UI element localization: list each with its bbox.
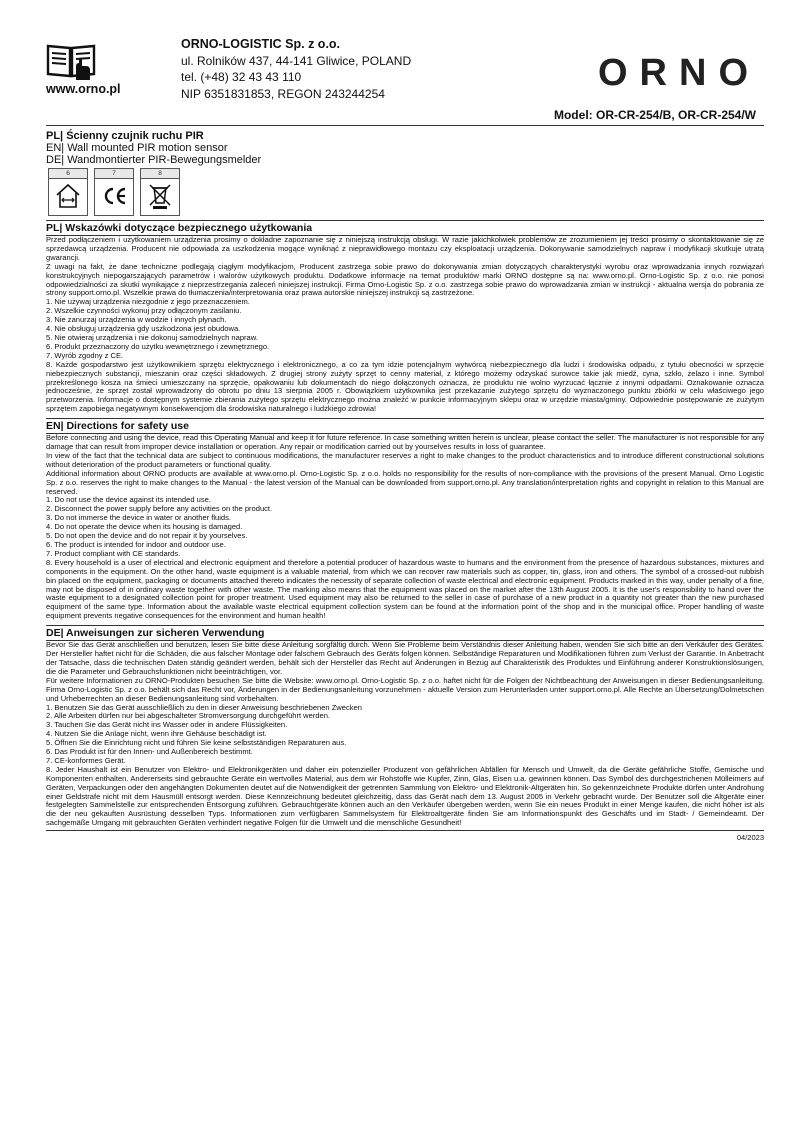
product-titles bbox=[46, 130, 764, 166]
section-body-en bbox=[46, 434, 764, 621]
paragraph: Z uwagi na fakt, że dane techniczne podlegają ciągłym modyfikacjom, Producent zastrzega sobie prawo do dokonywania zmian dotyczących charakterystyki wyrobu oraz wprowadzania innych rozwiązań konstrukcyjnych niepogarszających parametrów i walorów użytkowych produktu. Dodatkowe informacje na temat produktów marki ORNO dostępne są na: www.orno.pl. Orno-Logistic Sp. z o.o. nie ponosi odpowiedzialności za skutki wynikające z nieprzestrzegania zaleceń niniejszej instrukcji. Firma Orno-Logistic Sp. z o.o. zastrzega sobie prawo do wprowadzania zmian w instrukcji - aktualna wersja do pobrania ze strony support.orno.pl. Wszelkie prawa do tłumaczenia/interpretowania oraz prawa autorskie niniejszej instrukcji są zastrzeżone. bbox=[46, 261, 764, 298]
icon-number: 6 bbox=[49, 169, 87, 179]
section-heading-en: EN| Directions for safety use bbox=[46, 418, 764, 434]
list-item: 2. Wszelkie czynności wykonuj przy odłączonym zasilaniu. bbox=[46, 306, 242, 316]
brand-logo: ORNO bbox=[598, 52, 760, 94]
certification-icons bbox=[48, 168, 764, 216]
list-item: 7. Wyrób zgodny z CE. bbox=[46, 350, 124, 360]
section-body-pl bbox=[46, 236, 764, 414]
list-item: 3. Do not immerse the device in water or another fluids. bbox=[46, 513, 231, 523]
list-item: 4. Do not operate the device when its housing is damaged. bbox=[46, 522, 243, 532]
divider bbox=[46, 830, 764, 831]
paragraph: Additional information about ORNO products are available at www.orno.pl. Orno-Logistic Sp. z o.o. holds no responsibility for the results of non-compliance with the provisions of the present Manual. Orno Logistic Sp. z o.o. reserves the right to make changes to the Manual - the latest version of the Manual can be downloaded from support.orno.pl. Any translation/interpretation rights and copyright in relation to this Manual are reserved. bbox=[46, 468, 764, 496]
company-registration: NIP 6351831853, REGON 243244254 bbox=[181, 86, 385, 101]
paragraph: Before connecting and using the device, read this Operating Manual and keep it for future reference. In case something written herein is unclear, please contact the seller. The manufacturer is not responsible for any damage that can result from improper device installation or operation. Any repair or modification carried out by yourselves results in loss of guarantee. bbox=[46, 433, 764, 452]
icon-card-indoor-outdoor bbox=[48, 168, 88, 216]
crossed-bin-icon bbox=[145, 181, 175, 211]
icon-card-ce bbox=[94, 168, 134, 216]
list-item: 6. Das Produkt ist für den Innen- und Außenbereich bestimmt. bbox=[46, 747, 253, 757]
list-item: 1. Do not use the device against its intended use. bbox=[46, 495, 211, 505]
company-phone: tel. (+48) 32 43 43 110 bbox=[181, 70, 302, 84]
section-heading-de: DE| Anweisungen zur sicheren Verwendung bbox=[46, 625, 764, 641]
list-item: 1. Nie używaj urządzenia niezgodnie z jego przeznaczeniem. bbox=[46, 297, 250, 307]
list-item: 3. Tauchen Sie das Gerät nicht ins Wasser oder in andere Flüssigkeiten. bbox=[46, 720, 288, 730]
paragraph: Przed podłączeniem i użytkowaniem urządzenia prosimy o dokładne zapoznanie się z niniejszą instrukcją obsługi. W razie jakichkolwiek problemów ze zrozumieniem jej treści prosimy o skontaktowanie się ze sprzedawcą urządzenia. Producent nie odpowiada za uszkodzenia mogące wyniknąć z nieprawidłowego montażu czy eksploatacji urządzenia. Dokonywanie samodzielnych napraw i modyfikacji skutkuje utratą gwarancji. bbox=[46, 235, 764, 262]
list-item: 4. Nie obsługuj urządzenia gdy uszkodzona jest obudowa. bbox=[46, 324, 241, 334]
header bbox=[46, 36, 764, 102]
icon-number: 7 bbox=[95, 169, 133, 179]
icon-number: 8 bbox=[141, 169, 179, 179]
indoor-outdoor-icon bbox=[53, 181, 83, 211]
list-item: 1. Benutzen Sie das Gerät ausschließlich zu den in dieser Anweisung beschriebenen Zwecken bbox=[46, 702, 362, 712]
paragraph: In view of the fact that the technical data are subject to continuous modifications, the manufacturer reserves a right to make changes to the product characteristics and to introduce different constructional solutions without deterioration of the product parameters or functional quality. bbox=[46, 450, 764, 469]
company-address: ul. Rolników 437, 44-141 Gliwice, POLAND bbox=[181, 53, 412, 68]
company-info bbox=[181, 36, 411, 102]
section-body-de bbox=[46, 641, 764, 828]
section-heading-pl: PL| Wskazówki dotyczące bezpiecznego użytkowania bbox=[46, 220, 764, 236]
title-en: EN| Wall mounted PIR motion sensor bbox=[46, 142, 228, 154]
list-item: 8. Każde gospodarstwo jest użytkownikiem sprzętu elektrycznego i elektronicznego, a co za tym idzie potencjalnym wytwórcą niebezpiecznego dla ludzi i środowiska odpadu, z tytułu obecności w sprzęcie niebezpiecznych substancji, mieszanin oraz części składowych. Z drugiej strony zużyty sprzęt to cenny materiał, z którego możemy odzyskać surowce takie jak miedź, cyna, szkło, żelazo i inne. Symbol przekreślonego kosza na śmieci umieszczany na sprzęcie, opakowaniu lub dokumentach do niego dołączonych oznacza, że produktu nie wolno wyrzucać łącznie z innymi odpadami. Oznakowanie oznacza jednocześnie, że sprzęt został wprowadzony do obrotu po dniu 13 sierpnia 2005 r. Obowiązkiem użytkownika jest przekazanie zużytego sprzętu do wyznaczonego punktu zbiórki w celu właściwego jego przetworzenia. Informacje o dostępnym systemie zbierania zużytego sprzętu elektrycznego można znaleźć w punkcie informacyjnym sklepu oraz w urzędzie miasta/gminy. Odpowiednie postępowanie ze zużytym sprzętem zapobiega negatywnym konsekwencjom dla środowiska naturalnego i ludzkiego zdrowia! bbox=[46, 359, 764, 414]
company-name: ORNO-LOGISTIC Sp. z o.o. bbox=[181, 37, 341, 51]
list-item: 2. Alle Arbeiten dürfen nur bei abgeschalteter Stromversorgung durchgeführt werden. bbox=[46, 711, 331, 721]
list-item: 8. Jeder Haushalt ist ein Benutzer von Elektro- und Elektronikgeräten und daher ein potenzieller Produzent von gefährlichen Abfällen für Mensch und Umwelt, da die Geräte gefährliche Stoffe, Gemische und Komponenten enthalten. Andererseits sind gebrauchte Geräte ein wertvolles Material, aus dem wir Rohstoffe wie Kupfer, Zinn, Glas, Eisen u.a. gewinnen können. Das Symbol des durchgestrichenen Mülleimers auf Geräten, Verpackungen oder den angehängten Dokumenten deutet auf die Notwendigkeit der getrennten Sammlung von Elektro- und Elektronik-Altgeräten hin. So gekennzeichnete Produkte dürfen unter Androhung einer Geldstrafe nicht mit dem Hausmüll entsorgt werden. Diese Kennzeichnung bedeutet gleichzeitig, dass das Gerät nach dem 13. August 2005 in Verkehr gebracht wurde. Der Benutzer soll die Altgeräte einer festgelegten Sammelstelle zur entsprechenden Entsorgung zuführen. Gebrauchtgeräte können auch an den Verkäufer übergeben werden, wenn Sie ein neues Produkt in einer Menge kaufen, die nicht höher ist als die der neu gekauften Ausrüstung desselben Typs. Informationen zum verfügbaren Sammelsystem für Elektroaltgeräte finden Sie am Informationspunkt des Geschäfts und im Stadt- / Gemeindeamt. Der sachgemäße Umgang mit gebrauchten Geräten verhindert negative Folgen für die Umwelt und die menschliche Gesundheit! bbox=[46, 764, 764, 828]
website-url[interactable]: www.orno.pl bbox=[46, 82, 121, 96]
paragraph: Bevor Sie das Gerät anschließen und benutzen, lesen Sie bitte diese Anleitung sorgfältig durch. Wenn Sie Probleme beim Verständnis dieser Anleitung haben, wenden Sie sich bitte an den Verkäufer des Gerätes. Der Hersteller haftet nicht für die Schäden, die aus falscher Montage oder falschem Gebrauch des Geräts folgen können. Selbständige Reparaturen und Modifikationen führen zum Verlust der Garantie. In Anbetracht der Tatsache, dass die technischen Daten ständig geändert werden, behält sich der Hersteller das Recht auf Änderungen in Bezug auf Charakteristik des Produktes und Einführung anderer Konstruktionslösungen, die die Parameter und Gebrauchsfunktionen nicht beeinträchtigen, vor. bbox=[46, 640, 764, 676]
list-item: 6. The product is intended for indoor and outdoor use. bbox=[46, 540, 226, 549]
list-item: 4. Nutzen Sie die Anlage nicht, wenn ihre Gehäuse beschädigt ist. bbox=[46, 729, 267, 739]
list-item: 5. Öffnen Sie die Einrichtung nicht und führen Sie keine selbstständigen Reparaturen aus. bbox=[46, 738, 347, 748]
paragraph: Für weitere Informationen zu ORNO-Produkten besuchen Sie bitte die Website: www.orno.pl. Orno-Logistic Sp. z o.o. haftet nicht für die Folgen der Nichtbeachtung der Anweisungen in dieser Bedienungsanleitung. Firma Orno-Logistic Sp. z o.o. behält sich das Recht vor, Änderungen in der Bedienungsanleitung vorzunehmen - aktuelle Version zum Herunterladen unter support.orno.pl. Alle Rechte an Übersetzung/Dolmetschen und Urheberrechten an dieser Bedienungsanleitung sind vorbehalten. bbox=[46, 675, 764, 703]
list-item: 2. Disconnect the power supply before any activities on the product. bbox=[46, 504, 273, 514]
model-number: Model: OR-CR-254/B, OR-CR-254/W bbox=[553, 108, 756, 122]
book-hand-icon bbox=[46, 42, 98, 82]
manual-page bbox=[46, 36, 764, 842]
divider bbox=[46, 125, 764, 126]
list-item: 6. Produkt przeznaczony do użytku wewnętrznego i zewnętrznego. bbox=[46, 341, 270, 351]
icon-card-weee bbox=[140, 168, 180, 216]
list-item: 8. Every household is a user of electrical and electronic equipment and therefore a potential producer of hazardous waste to humans and the environment from the presence of hazardous substances, mixtures and components in the equipment. On the other hand, waste equipment is a valuable material, from which we can recover raw materials such as copper, tin, glass, iron and others. The symbol of a crossed-out rubbish bin placed on the equipment, packaging or documents attached thereto indicates the necessity of separate collection of waste electrical and electronic equipment. Products marked in this way, under penalty of a fine, may not be disposed of in ordinary waste together with other waste. The marking also means that the equipment was placed on the market after the 13th August 2005. It is the user's responsibility to hand over the waste equipment to a designated collection point for proper treatment. Used equipment may also be returned to the seller in case of purchase of a new product in a quantity not greater than the new purchased equipment of the same type. Information about the available waste electrical equipment collection system can be found at the information point of the shop and in the municipal office. Proper handling of waste equipment prevents negative consequences for the environment and human health! bbox=[46, 557, 764, 621]
list-item: 3. Nie zanurzaj urządzenia w wodzie i innych płynach. bbox=[46, 315, 227, 325]
list-item: 5. Nie otwieraj urządzenia i nie dokonuj samodzielnych napraw. bbox=[46, 332, 258, 342]
revision-date: 04/2023 bbox=[736, 833, 764, 843]
list-item: 7. CE-konformes Gerät. bbox=[46, 755, 126, 765]
list-item: 5. Do not open the device and do not repair it by yourselves. bbox=[46, 531, 248, 541]
list-item: 7. Product compliant with CE standards. bbox=[46, 548, 181, 558]
ce-mark-icon bbox=[99, 181, 129, 211]
book-hand-logo bbox=[46, 42, 128, 87]
title-pl: PL| Ścienny czujnik ruchu PIR bbox=[46, 130, 204, 142]
title-de: DE| Wandmontierter PIR-Bewegungsmelder bbox=[46, 154, 262, 166]
